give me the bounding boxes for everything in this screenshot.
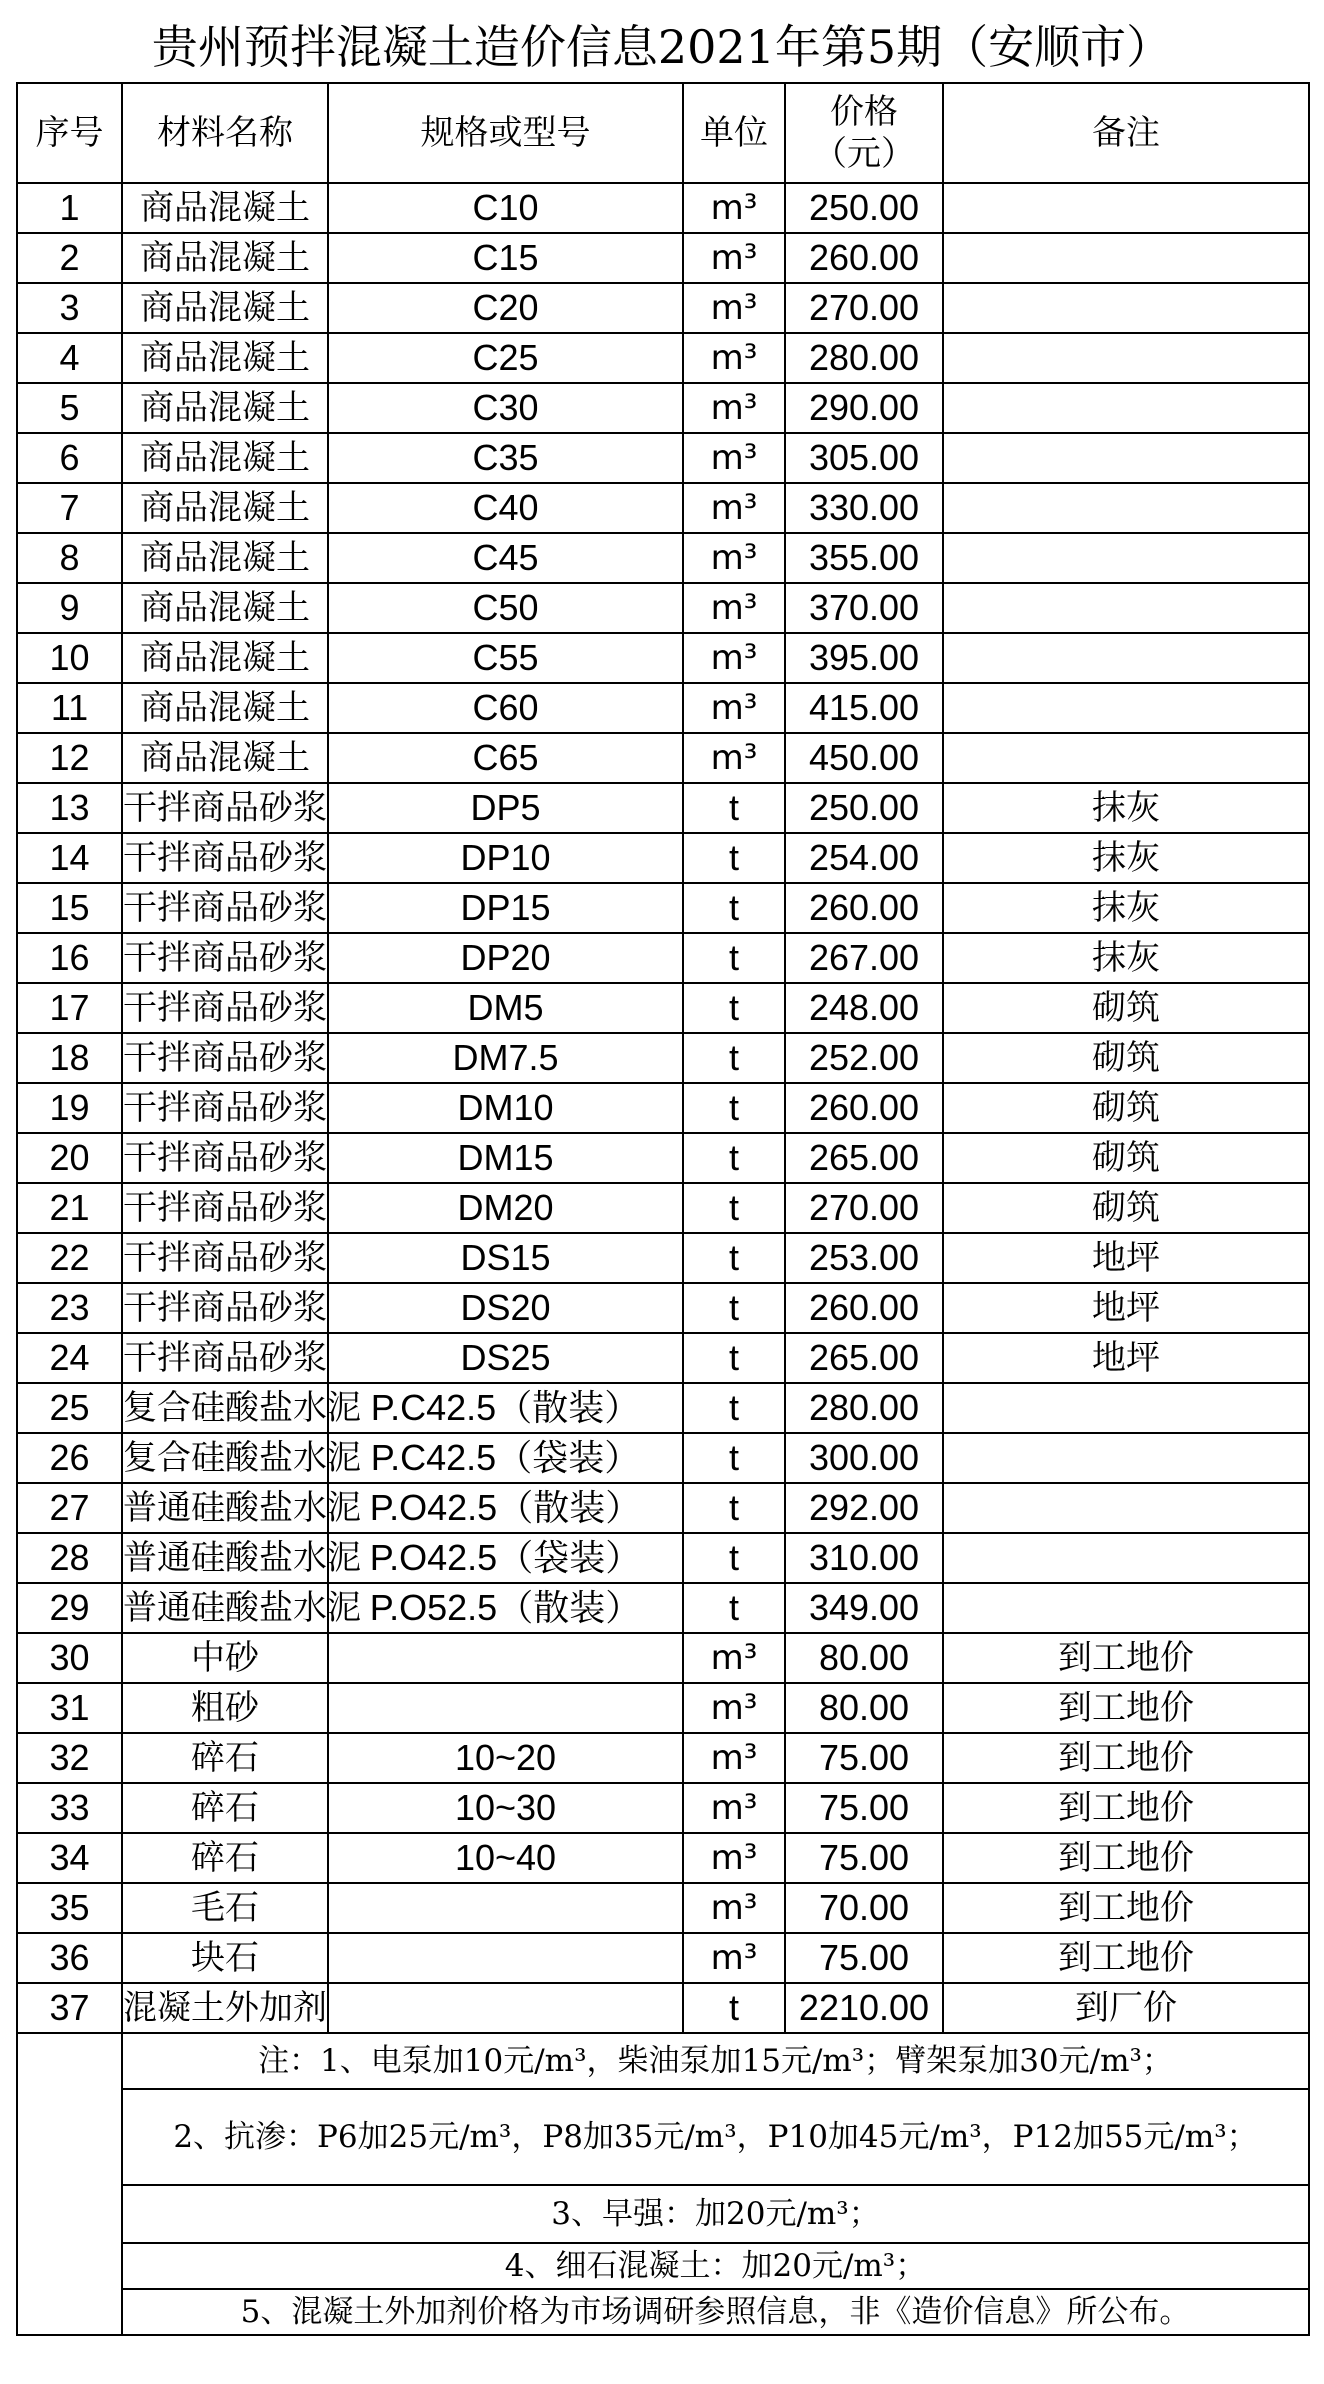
cell-material-name: 碎石 [122,1733,328,1783]
cell-unit: m³ [683,283,785,333]
cell-material-name: 干拌商品砂浆 [122,783,328,833]
notes-left-blank [17,2033,122,2335]
cell-material-name: 商品混凝土 [122,583,328,633]
table-row [17,1933,1309,1983]
cell-material-name: 干拌商品砂浆 [122,933,328,983]
table-row [17,1533,1309,1583]
table-row [17,1733,1309,1783]
cell-spec: 10~40 [328,1833,683,1883]
cell-material-name: 碎石 [122,1833,328,1883]
cell-unit: t [683,1583,785,1633]
cell-spec: 10~30 [328,1783,683,1833]
cell-spec: DM7.5 [328,1033,683,1083]
cell-remark [943,333,1309,383]
cell-remark: 地坪 [943,1333,1309,1383]
cell-material-name: 商品混凝土 [122,333,328,383]
cell-seq: 23 [17,1283,122,1333]
cell-seq: 16 [17,933,122,983]
cell-unit: t [683,1083,785,1133]
cell-unit: m³ [683,1733,785,1783]
table-row [17,783,1309,833]
table-row [17,233,1309,283]
cell-remark: 抹灰 [943,783,1309,833]
cell-unit: t [683,1533,785,1583]
cell-price: 252.00 [785,1033,943,1083]
cell-price: 450.00 [785,733,943,783]
table-row [17,1133,1309,1183]
cell-seq: 26 [17,1433,122,1483]
cell-remark: 到厂价 [943,1983,1309,2033]
cell-remark [943,433,1309,483]
cell-unit: t [683,1383,785,1433]
cell-seq: 1 [17,183,122,233]
header-unit: 单位 [683,83,785,183]
cell-price: 75.00 [785,1783,943,1833]
cell-unit: t [683,1483,785,1533]
header-price-line2: （元） [813,134,915,174]
cell-unit: m³ [683,1833,785,1883]
cell-material-name: 商品混凝土 [122,533,328,583]
header-price-line1: 价格 [830,92,898,132]
cell-remark [943,283,1309,333]
cell-price: 75.00 [785,1933,943,1983]
cell-spec: DP15 [328,883,683,933]
cell-spec: C50 [328,583,683,633]
cell-seq: 7 [17,483,122,533]
cell-unit: t [683,1333,785,1383]
cell-unit: t [683,1983,785,2033]
cell-seq: 36 [17,1933,122,1983]
table-row [17,383,1309,433]
cell-unit: m³ [683,1783,785,1833]
cell-price: 292.00 [785,1483,943,1533]
table-row [17,1833,1309,1883]
cell-price: 310.00 [785,1533,943,1583]
table-row [17,1033,1309,1083]
header-spec: 规格或型号 [328,83,683,183]
table-row [17,1783,1309,1833]
cell-material-name: 干拌商品砂浆 [122,983,328,1033]
cell-seq: 11 [17,683,122,733]
cell-spec [328,1683,683,1733]
cell-seq: 3 [17,283,122,333]
cell-spec: C45 [328,533,683,583]
table-row [17,1433,1309,1483]
cell-spec: C65 [328,733,683,783]
cell-material-name: 干拌商品砂浆 [122,1133,328,1183]
cell-unit: m³ [683,483,785,533]
cell-spec: C35 [328,433,683,483]
table-row [17,1083,1309,1133]
cell-unit: m³ [683,333,785,383]
table-row [17,1633,1309,1683]
cell-price: 270.00 [785,283,943,333]
note-5: 5、混凝土外加剂价格为市场调研参照信息，非《造价信息》所公布。 [122,2289,1309,2335]
cell-spec: C15 [328,233,683,283]
table-row [17,1233,1309,1283]
cell-material-name: 商品混凝土 [122,233,328,283]
cell-remark: 砌筑 [943,1183,1309,1233]
table-row [17,883,1309,933]
cell-remark: 到工地价 [943,1833,1309,1883]
cell-spec: C20 [328,283,683,333]
cell-seq: 13 [17,783,122,833]
cell-remark: 到工地价 [943,1883,1309,1933]
cell-price: 80.00 [785,1683,943,1733]
table-row [17,1983,1309,2033]
cell-remark: 砌筑 [943,1133,1309,1183]
cell-remark: 砌筑 [943,1083,1309,1133]
cell-price: 75.00 [785,1833,943,1883]
cell-unit: t [683,983,785,1033]
table-row [17,983,1309,1033]
table-row [17,583,1309,633]
cell-seq: 24 [17,1333,122,1383]
cell-unit: m³ [683,433,785,483]
cell-price: 250.00 [785,183,943,233]
cell-seq: 5 [17,383,122,433]
cell-unit: m³ [683,633,785,683]
cell-remark [943,1533,1309,1583]
cell-seq: 22 [17,1233,122,1283]
cell-price: 270.00 [785,1183,943,1233]
cell-price: 280.00 [785,1383,943,1433]
cell-seq: 37 [17,1983,122,2033]
cell-unit: m³ [683,1683,785,1733]
header-seq: 序号 [17,83,122,183]
table-row [17,283,1309,333]
table-row [17,683,1309,733]
table-body [17,183,1309,2033]
notes-section [17,2033,1309,2335]
cell-spec: DM10 [328,1083,683,1133]
cell-remark: 抹灰 [943,933,1309,983]
cell-spec [328,1983,683,2033]
header-name: 材料名称 [122,83,328,183]
cell-remark: 到工地价 [943,1733,1309,1783]
cell-material-name: 普通硅酸盐水泥 [122,1483,328,1533]
cell-price: 70.00 [785,1883,943,1933]
cell-spec: DM5 [328,983,683,1033]
cell-seq: 4 [17,333,122,383]
cell-spec: P.O42.5（散装） [328,1483,683,1533]
cell-unit: t [683,883,785,933]
cell-seq: 32 [17,1733,122,1783]
cell-unit: m³ [683,183,785,233]
cell-price: 248.00 [785,983,943,1033]
cell-seq: 25 [17,1383,122,1433]
cell-seq: 31 [17,1683,122,1733]
cell-spec: 10~20 [328,1733,683,1783]
cell-remark [943,1433,1309,1483]
cell-remark [943,683,1309,733]
table-row [17,1583,1309,1633]
cell-spec: DP5 [328,783,683,833]
cell-remark: 抹灰 [943,883,1309,933]
cell-price: 254.00 [785,833,943,883]
cell-remark [943,1483,1309,1533]
cell-seq: 14 [17,833,122,883]
cell-seq: 34 [17,1833,122,1883]
cell-material-name: 粗砂 [122,1683,328,1733]
cell-spec: C30 [328,383,683,433]
cell-material-name: 商品混凝土 [122,733,328,783]
cell-spec: C10 [328,183,683,233]
cell-remark [943,1583,1309,1633]
cell-remark: 地坪 [943,1233,1309,1283]
cell-remark [943,233,1309,283]
cell-unit: m³ [683,583,785,633]
cell-unit: t [683,933,785,983]
cell-remark [943,483,1309,533]
cell-material-name: 复合硅酸盐水泥 [122,1433,328,1483]
cell-material-name: 混凝土外加剂 [122,1983,328,2033]
cell-material-name: 商品混凝土 [122,283,328,333]
cell-unit: t [683,1283,785,1333]
cell-seq: 21 [17,1183,122,1233]
cell-spec: C60 [328,683,683,733]
cell-material-name: 商品混凝土 [122,183,328,233]
cell-remark: 到工地价 [943,1683,1309,1733]
cell-seq: 2 [17,233,122,283]
cell-seq: 20 [17,1133,122,1183]
table-row [17,433,1309,483]
cell-price: 305.00 [785,433,943,483]
cell-material-name: 商品混凝土 [122,483,328,533]
cell-material-name: 干拌商品砂浆 [122,1083,328,1133]
cell-price: 355.00 [785,533,943,583]
price-table [16,82,1310,2336]
cell-price: 267.00 [785,933,943,983]
cell-unit: m³ [683,233,785,283]
cell-seq: 27 [17,1483,122,1533]
cell-unit: t [683,1233,785,1283]
cell-price: 280.00 [785,333,943,383]
page-title: 贵州预拌混凝土造价信息2021年第5期（安顺市） [151,20,1173,74]
cell-remark [943,1383,1309,1433]
cell-material-name: 普通硅酸盐水泥 [122,1533,328,1583]
header-price [785,83,943,183]
table-row [17,1333,1309,1383]
cell-seq: 30 [17,1633,122,1683]
cell-price: 75.00 [785,1733,943,1783]
cell-unit: m³ [683,683,785,733]
table-row [17,733,1309,783]
note-2: 2、抗渗：P6加25元/m³，P8加35元/m³，P10加45元/m³，P12加55元/m³； [122,2089,1309,2185]
cell-price: 415.00 [785,683,943,733]
cell-material-name: 干拌商品砂浆 [122,883,328,933]
cell-spec: DM15 [328,1133,683,1183]
cell-unit: t [683,1133,785,1183]
cell-remark: 抹灰 [943,833,1309,883]
cell-price: 80.00 [785,1633,943,1683]
table-row [17,933,1309,983]
cell-price: 349.00 [785,1583,943,1633]
cell-material-name: 干拌商品砂浆 [122,1333,328,1383]
cell-unit: t [683,1183,785,1233]
table-row [17,1683,1309,1733]
cell-unit: m³ [683,383,785,433]
cell-remark: 到工地价 [943,1633,1309,1683]
cell-seq: 29 [17,1583,122,1633]
cell-price: 2210.00 [785,1983,943,2033]
cell-price: 253.00 [785,1233,943,1283]
cell-seq: 10 [17,633,122,683]
cell-remark [943,633,1309,683]
cell-material-name: 中砂 [122,1633,328,1683]
cell-remark: 到工地价 [943,1933,1309,1983]
cell-seq: 15 [17,883,122,933]
table-row [17,1183,1309,1233]
cell-price: 330.00 [785,483,943,533]
cell-unit: t [683,1433,785,1483]
cell-spec [328,1633,683,1683]
cell-spec: C25 [328,333,683,383]
table-row [17,1283,1309,1333]
cell-spec: P.C42.5（散装） [328,1383,683,1433]
table-row [17,633,1309,683]
cell-price: 395.00 [785,633,943,683]
cell-remark [943,733,1309,783]
cell-price: 260.00 [785,1083,943,1133]
cell-price: 290.00 [785,383,943,433]
table-row [17,1483,1309,1533]
cell-remark: 砌筑 [943,983,1309,1033]
cell-remark: 到工地价 [943,1783,1309,1833]
cell-spec [328,1933,683,1983]
cell-spec: DM20 [328,1183,683,1233]
table-row [17,833,1309,883]
cell-price: 370.00 [785,583,943,633]
cell-material-name: 毛石 [122,1883,328,1933]
cell-material-name: 干拌商品砂浆 [122,833,328,883]
cell-material-name: 商品混凝土 [122,383,328,433]
cell-unit: m³ [683,1633,785,1683]
cell-seq: 8 [17,533,122,583]
cell-spec: C55 [328,633,683,683]
cell-unit: m³ [683,733,785,783]
cell-unit: t [683,833,785,883]
cell-spec: DP20 [328,933,683,983]
cell-price: 260.00 [785,883,943,933]
header-row [17,83,1309,183]
cell-spec: C40 [328,483,683,533]
cell-price: 250.00 [785,783,943,833]
cell-material-name: 干拌商品砂浆 [122,1183,328,1233]
table-row [17,333,1309,383]
table-row [17,1383,1309,1433]
cell-price: 260.00 [785,233,943,283]
cell-seq: 12 [17,733,122,783]
cell-remark [943,583,1309,633]
cell-seq: 19 [17,1083,122,1133]
cell-seq: 17 [17,983,122,1033]
cell-spec: P.O52.5（散装） [328,1583,683,1633]
cell-price: 300.00 [785,1433,943,1483]
table-row [17,483,1309,533]
cell-unit: m³ [683,1933,785,1983]
cell-remark [943,383,1309,433]
cell-seq: 33 [17,1783,122,1833]
cell-price: 265.00 [785,1133,943,1183]
cell-unit: t [683,783,785,833]
header-remark: 备注 [943,83,1309,183]
table-row [17,183,1309,233]
table-row [17,533,1309,583]
cell-remark [943,183,1309,233]
cell-remark [943,533,1309,583]
cell-material-name: 复合硅酸盐水泥 [122,1383,328,1433]
cell-price: 265.00 [785,1333,943,1383]
cell-spec: P.O42.5（袋装） [328,1533,683,1583]
note-3: 3、早强：加20元/m³； [122,2185,1309,2243]
cell-material-name: 块石 [122,1933,328,1983]
cell-unit: t [683,1033,785,1083]
cell-seq: 6 [17,433,122,483]
cell-remark: 砌筑 [943,1033,1309,1083]
cell-spec: DP10 [328,833,683,883]
cell-price: 260.00 [785,1283,943,1333]
cell-material-name: 干拌商品砂浆 [122,1283,328,1333]
cell-spec: P.C42.5（袋装） [328,1433,683,1483]
cell-unit: m³ [683,1883,785,1933]
note-4: 4、细石混凝土：加20元/m³； [122,2243,1309,2289]
cell-material-name: 干拌商品砂浆 [122,1233,328,1283]
cell-seq: 9 [17,583,122,633]
cell-seq: 18 [17,1033,122,1083]
cell-spec: DS20 [328,1283,683,1333]
cell-seq: 35 [17,1883,122,1933]
cell-unit: m³ [683,533,785,583]
cell-material-name: 商品混凝土 [122,683,328,733]
note-1: 注：1、电泵加10元/m³，柴油泵加15元/m³；臂架泵加30元/m³； [122,2033,1309,2089]
cell-seq: 28 [17,1533,122,1583]
cell-material-name: 干拌商品砂浆 [122,1033,328,1083]
cell-material-name: 碎石 [122,1783,328,1833]
cell-spec: DS15 [328,1233,683,1283]
cell-material-name: 普通硅酸盐水泥 [122,1583,328,1633]
cell-remark: 地坪 [943,1283,1309,1333]
cell-material-name: 商品混凝土 [122,433,328,483]
cell-spec [328,1883,683,1933]
table-row [17,1883,1309,1933]
cell-spec: DS25 [328,1333,683,1383]
cell-material-name: 商品混凝土 [122,633,328,683]
